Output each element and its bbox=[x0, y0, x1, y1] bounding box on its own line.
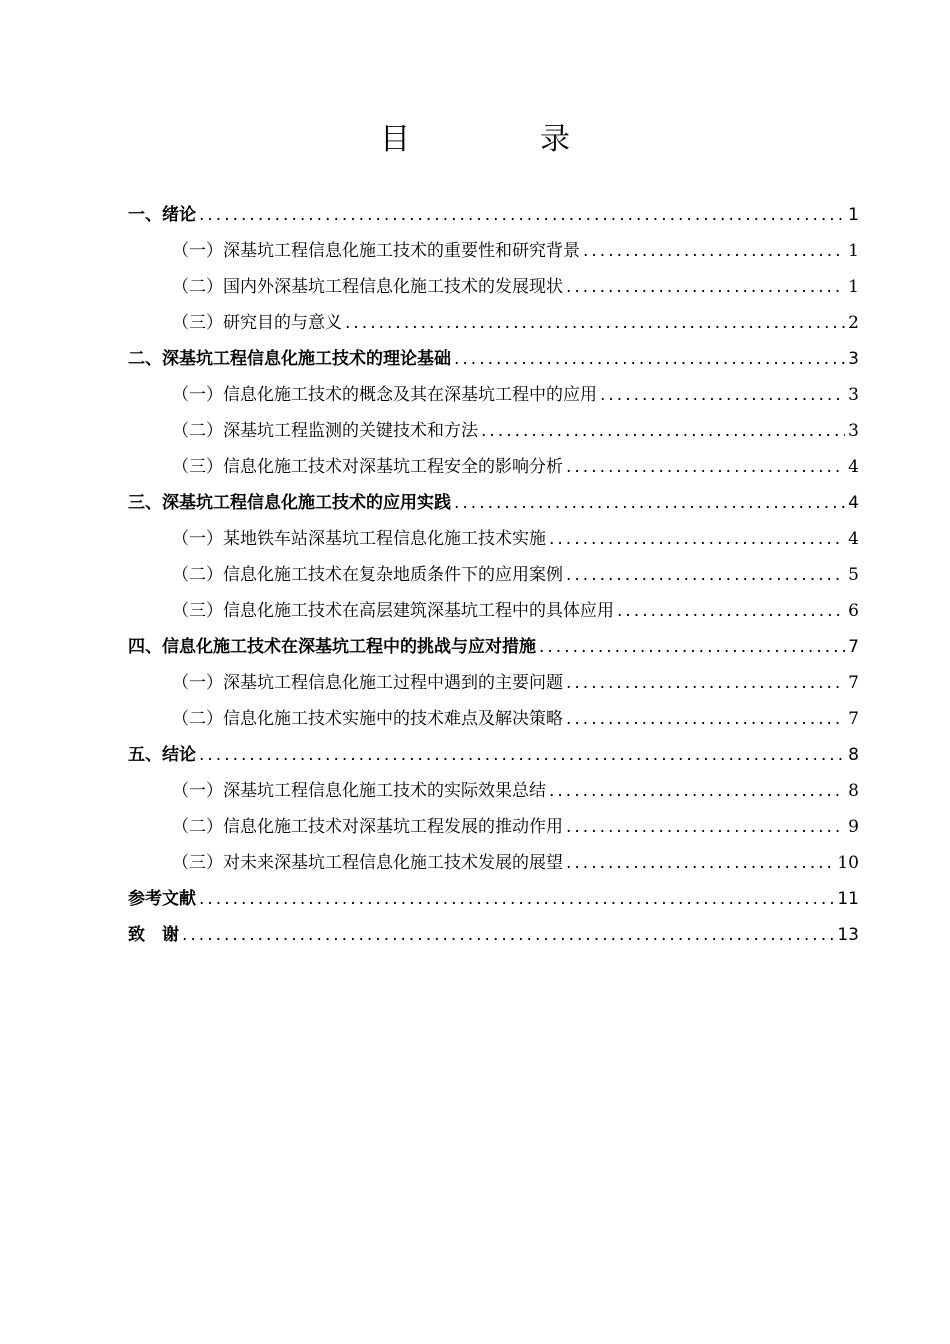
toc-dot-leader bbox=[549, 521, 845, 557]
toc-entry-label: （二）信息化施工技术对深基坑工程发展的推动作用 bbox=[172, 817, 563, 837]
table-of-contents bbox=[128, 197, 859, 953]
toc-entry-page-number: 2 bbox=[848, 313, 859, 333]
toc-dot-leader bbox=[566, 845, 834, 881]
toc-dot-leader bbox=[566, 665, 845, 701]
toc-dot-leader bbox=[566, 269, 845, 305]
toc-entry-page-number: 7 bbox=[848, 637, 859, 657]
toc-entry-page-number: 1 bbox=[848, 277, 859, 297]
toc-entry-page-number: 5 bbox=[848, 565, 859, 585]
toc-dot-leader bbox=[566, 809, 845, 845]
toc-dot-leader bbox=[199, 737, 845, 773]
toc-dot-leader bbox=[454, 341, 845, 377]
toc-entry-label: 二、深基坑工程信息化施工技术的理论基础 bbox=[128, 349, 451, 369]
toc-entry-label: （三）信息化施工技术对深基坑工程安全的影响分析 bbox=[172, 457, 563, 477]
toc-chapter-entry[interactable] bbox=[128, 485, 859, 521]
toc-entry-page-number: 10 bbox=[837, 853, 859, 873]
toc-section-entry[interactable] bbox=[128, 593, 859, 629]
toc-entry-page-number: 1 bbox=[848, 205, 859, 225]
toc-chapter-entry[interactable] bbox=[128, 917, 859, 953]
toc-entry-label: （一）深基坑工程信息化施工过程中遇到的主要问题 bbox=[172, 673, 563, 693]
toc-entry-page-number: 3 bbox=[848, 385, 859, 405]
toc-entry-label: （三）对未来深基坑工程信息化施工技术发展的展望 bbox=[172, 853, 563, 873]
toc-chapter-entry[interactable] bbox=[128, 341, 859, 377]
toc-entry-label: 一、绪论 bbox=[128, 205, 196, 225]
toc-entry-label: 致 谢 bbox=[128, 925, 179, 945]
toc-entry-page-number: 7 bbox=[848, 673, 859, 693]
toc-entry-page-number: 4 bbox=[848, 529, 859, 549]
toc-entry-label: 参考文献 bbox=[128, 889, 196, 909]
toc-dot-leader bbox=[345, 305, 845, 341]
toc-entry-page-number: 3 bbox=[848, 349, 859, 369]
toc-dot-leader bbox=[583, 233, 845, 269]
toc-dot-leader bbox=[617, 593, 845, 629]
toc-dot-leader bbox=[566, 449, 845, 485]
toc-entry-label: 五、结论 bbox=[128, 745, 196, 765]
toc-entry-label: （二）信息化施工技术在复杂地质条件下的应用案例 bbox=[172, 565, 563, 585]
toc-entry-label: （二）国内外深基坑工程信息化施工技术的发展现状 bbox=[172, 277, 563, 297]
toc-section-entry[interactable] bbox=[128, 269, 859, 305]
toc-entry-label: （二）信息化施工技术实施中的技术难点及解决策略 bbox=[172, 709, 563, 729]
toc-section-entry[interactable] bbox=[128, 413, 859, 449]
toc-entry-label: （一）信息化施工技术的概念及其在深基坑工程中的应用 bbox=[172, 385, 597, 405]
toc-entry-page-number: 4 bbox=[848, 457, 859, 477]
toc-dot-leader bbox=[182, 917, 834, 953]
toc-entry-page-number: 7 bbox=[848, 709, 859, 729]
toc-entry-label: 三、深基坑工程信息化施工技术的应用实践 bbox=[128, 493, 451, 513]
toc-entry-label: 四、信息化施工技术在深基坑工程中的挑战与应对措施 bbox=[128, 637, 536, 657]
toc-chapter-entry[interactable] bbox=[128, 881, 859, 917]
toc-entry-page-number: 4 bbox=[848, 493, 859, 513]
toc-section-entry[interactable] bbox=[128, 557, 859, 593]
toc-entry-label: （一）深基坑工程信息化施工技术的实际效果总结 bbox=[172, 781, 546, 801]
toc-dot-leader bbox=[199, 881, 834, 917]
toc-section-entry[interactable] bbox=[128, 305, 859, 341]
toc-dot-leader bbox=[566, 557, 845, 593]
toc-section-entry[interactable] bbox=[128, 845, 859, 881]
toc-dot-leader bbox=[454, 485, 845, 521]
toc-section-entry[interactable] bbox=[128, 449, 859, 485]
toc-section-entry[interactable] bbox=[128, 773, 859, 809]
toc-entry-page-number: 9 bbox=[848, 817, 859, 837]
toc-chapter-entry[interactable] bbox=[128, 737, 859, 773]
toc-entry-label: （一）某地铁车站深基坑工程信息化施工技术实施 bbox=[172, 529, 546, 549]
toc-chapter-entry[interactable] bbox=[128, 197, 859, 233]
toc-section-entry[interactable] bbox=[128, 233, 859, 269]
toc-entry-label: （二）深基坑工程监测的关键技术和方法 bbox=[172, 421, 478, 441]
toc-dot-leader bbox=[539, 629, 845, 665]
toc-dot-leader bbox=[600, 377, 845, 413]
toc-entry-page-number: 13 bbox=[837, 925, 859, 945]
toc-dot-leader bbox=[549, 773, 845, 809]
toc-section-entry[interactable] bbox=[128, 377, 859, 413]
toc-dot-leader bbox=[566, 701, 845, 737]
toc-entry-page-number: 1 bbox=[848, 241, 859, 261]
toc-entry-label: （三）研究目的与意义 bbox=[172, 313, 342, 333]
toc-dot-leader bbox=[481, 413, 845, 449]
toc-entry-label: （三）信息化施工技术在高层建筑深基坑工程中的具体应用 bbox=[172, 601, 614, 621]
toc-entry-page-number: 3 bbox=[848, 421, 859, 441]
toc-entry-page-number: 11 bbox=[837, 889, 859, 909]
toc-entry-label: （一）深基坑工程信息化施工技术的重要性和研究背景 bbox=[172, 241, 580, 261]
toc-entry-page-number: 8 bbox=[848, 745, 859, 765]
toc-entry-page-number: 8 bbox=[848, 781, 859, 801]
toc-entry-page-number: 6 bbox=[848, 601, 859, 621]
toc-section-entry[interactable] bbox=[128, 809, 859, 845]
toc-title: 目 录 bbox=[380, 122, 620, 157]
toc-chapter-entry[interactable] bbox=[128, 629, 859, 665]
toc-section-entry[interactable] bbox=[128, 701, 859, 737]
toc-dot-leader bbox=[199, 197, 845, 233]
toc-section-entry[interactable] bbox=[128, 521, 859, 557]
toc-section-entry[interactable] bbox=[128, 665, 859, 701]
